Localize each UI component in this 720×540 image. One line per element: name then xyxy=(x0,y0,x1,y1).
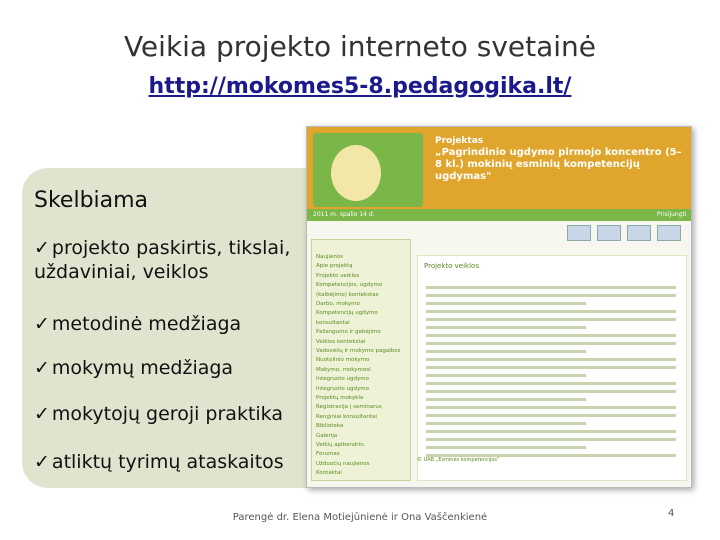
sidebar-nav-item[interactable]: Mokymo, mokymosi xyxy=(316,366,371,373)
text-line xyxy=(426,382,676,385)
checkmark-icon: ✓ xyxy=(34,357,50,379)
text-line xyxy=(426,438,676,441)
text-line xyxy=(426,310,676,313)
sidebar-nav-item[interactable]: Darbo, mokymo xyxy=(316,301,360,307)
site-logo-area xyxy=(313,133,423,207)
text-line xyxy=(426,350,586,353)
text-line xyxy=(426,390,676,393)
text-line xyxy=(426,398,586,401)
bullet-item: ✓ atliktų tyrimų ataskaitos xyxy=(34,451,284,473)
site-main-content xyxy=(417,255,687,481)
text-line xyxy=(426,422,586,425)
text-line xyxy=(426,342,676,345)
site-footer: © UAB „Esminės kompetencijos" xyxy=(417,457,500,463)
sidebar-nav-item[interactable]: Integruoto ugdymo xyxy=(316,385,369,392)
website-link[interactable]: http://mokomes5-8.pedagogika.lt/ xyxy=(148,74,572,99)
sidebar-nav-item[interactable]: Registracija į seminarus xyxy=(316,404,382,411)
sidebar-nav-item[interactable]: Kontaktai xyxy=(316,470,342,477)
text-line xyxy=(426,414,676,417)
partner-logo-icon xyxy=(567,225,591,241)
site-header xyxy=(307,127,691,209)
sidebar-nav-item[interactable]: Integruoto ugdymo xyxy=(316,376,369,383)
text-line xyxy=(426,294,676,297)
sidebar-nav-item[interactable]: Forumas xyxy=(316,451,340,458)
sidebar-nav-item[interactable]: Užduočių naujienos xyxy=(316,460,370,467)
text-line xyxy=(426,366,676,369)
sidebar-nav-item[interactable]: Vadovėlių ir mokymo pagalbos xyxy=(316,348,401,354)
sidebar-nav-item[interactable]: Renginiai konsultantai xyxy=(316,413,377,420)
site-sidebar-nav xyxy=(311,239,411,481)
slide-title: Veikia projekto interneto svetainė xyxy=(123,30,597,63)
text-line xyxy=(426,446,586,449)
sidebar-nav-item[interactable]: Veiklos kontekstai xyxy=(316,338,366,345)
text-line xyxy=(426,358,676,361)
text-line xyxy=(426,302,586,305)
sidebar-nav-item[interactable]: Naujienos xyxy=(316,254,344,260)
partner-logo-icon xyxy=(627,225,651,241)
panel-title: Skelbiama xyxy=(34,188,149,213)
sidebar-nav-item[interactable]: Projekto veiklos xyxy=(316,272,360,279)
sidebar-nav-item[interactable]: konsultantai xyxy=(316,319,350,326)
sidebar-nav-item[interactable]: Kompetencijos, ugdymo xyxy=(316,282,383,289)
page-number: 4 xyxy=(668,508,675,519)
text-line xyxy=(426,374,586,377)
bullet-item: ✓ mokymų medžiaga xyxy=(34,357,234,379)
sidebar-nav-item[interactable]: Apie projektą xyxy=(316,263,353,270)
sidebar-nav-item[interactable]: Veiklų apibendrin. xyxy=(316,442,366,448)
sidebar-nav-item[interactable]: Galerija xyxy=(316,432,338,439)
checkmark-icon: ✓ xyxy=(34,451,50,473)
sidebar-nav-item[interactable]: Biblioteka xyxy=(316,423,344,430)
text-line xyxy=(426,334,676,337)
checkmark-icon: ✓ xyxy=(34,403,50,425)
bullet-item: ✓ mokytojų geroji praktika xyxy=(34,403,283,425)
sidebar-nav-item[interactable]: Pažangumo ir gebėjimo xyxy=(316,329,381,336)
text-line xyxy=(426,326,586,329)
author-credit: Parengė dr. Elena Motiejūnienė ir Ona Vaščenkienė xyxy=(232,512,488,523)
text-line xyxy=(426,406,676,409)
checkmark-icon: ✓ xyxy=(34,313,50,335)
text-line xyxy=(426,430,676,433)
section-heading: Projekto veiklos xyxy=(424,262,479,270)
date-bar xyxy=(307,209,691,221)
eu-flag-icon xyxy=(597,225,621,241)
partner-logos xyxy=(567,225,687,243)
site-date: 2011 m. spalio 14 d. xyxy=(313,211,375,218)
header-project-title: „Pagrindinio ugdymo pirmojo koncentro (5–8 kl.) mokinių esminių kompetencijų ugdymas" xyxy=(435,147,682,182)
header-project-label: Projektas xyxy=(435,136,484,146)
bullet-item: ✓ projekto paskirtis, tikslai, uždaviniai, veiklos xyxy=(34,237,291,283)
checkmark-icon: ✓ xyxy=(34,237,50,259)
text-line xyxy=(426,286,676,289)
sidebar-nav-item[interactable]: Nuotolinio mokymo xyxy=(316,357,370,364)
website-screenshot xyxy=(306,126,692,488)
text-line xyxy=(426,318,676,321)
sidebar-nav-item[interactable]: Kompetencijų ugdymo xyxy=(316,310,378,317)
mascot-logo-icon xyxy=(331,145,381,201)
bullet-item: ✓ metodinė medžiaga xyxy=(34,313,242,335)
login-link[interactable]: Prisijungti xyxy=(657,211,687,218)
partner-logo-icon xyxy=(657,225,681,241)
sidebar-nav-item[interactable]: (kalbėjimo) kontekstas xyxy=(316,291,379,298)
sidebar-nav-item[interactable]: Projektų mokykla xyxy=(316,395,364,401)
site-header-text xyxy=(435,135,685,183)
